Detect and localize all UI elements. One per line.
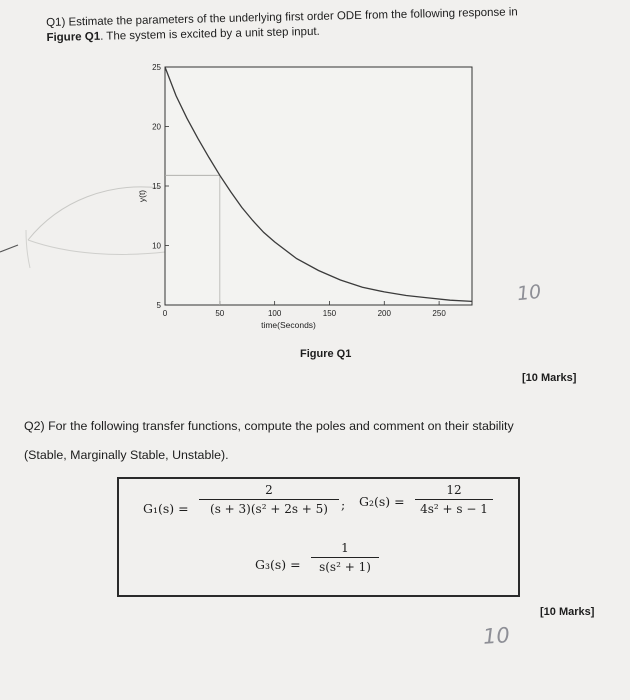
g2-numerator: 12 bbox=[446, 483, 462, 497]
y-tick-label: 20 bbox=[152, 122, 161, 132]
g3-numerator: 1 bbox=[341, 541, 349, 555]
x-tick-label: 0 bbox=[162, 309, 168, 318]
g1-fraction bbox=[199, 483, 339, 516]
x-tick-label: 200 bbox=[377, 309, 391, 318]
g1-numerator: 2 bbox=[265, 483, 273, 497]
y-tick-label: 10 bbox=[152, 241, 161, 251]
g1-label: G₁(s) = bbox=[143, 501, 189, 516]
g3-fraction bbox=[311, 541, 379, 574]
q1-figure-ref: Figure Q1 bbox=[46, 30, 101, 44]
x-tick-label: 250 bbox=[432, 309, 446, 318]
plot-area bbox=[165, 67, 472, 305]
x-tick-label: 100 bbox=[267, 309, 282, 318]
x-axis-label: time(Seconds) bbox=[261, 320, 316, 330]
step-response-chart bbox=[120, 55, 495, 345]
q2-line2: (Stable, Marginally Stable, Unstable). bbox=[24, 448, 229, 462]
y-axis-label: y(t) bbox=[137, 189, 147, 203]
x-tick-label: 150 bbox=[322, 309, 337, 318]
g1-denominator: (s + 3)(s² + 2s + 5) bbox=[210, 502, 328, 516]
x-tick-label: 50 bbox=[215, 309, 225, 318]
q2-marks: [10 Marks] bbox=[540, 606, 595, 618]
q2-line1: Q2) For the following transfer functions, compute the poles and comment on their stability bbox=[24, 419, 514, 433]
equation-separator: ; bbox=[341, 497, 346, 512]
y-tick-label: 15 bbox=[152, 182, 161, 191]
g3-label: G₃(s) = bbox=[255, 557, 301, 572]
handwritten-score-q2: 10 bbox=[482, 623, 511, 649]
q1-line1: Q1) Estimate the parameters of the underlying first order ODE from the following response in bbox=[46, 6, 518, 29]
g2-fraction bbox=[415, 483, 493, 516]
g3-denominator: s(s² + 1) bbox=[319, 560, 371, 574]
y-tick-label: 5 bbox=[156, 301, 161, 310]
q1-question bbox=[46, 4, 587, 46]
figure-caption: Figure Q1 bbox=[300, 348, 352, 360]
q1-line2-rest: . The system is excited by a unit step input. bbox=[100, 25, 320, 43]
q2-question bbox=[24, 412, 614, 470]
y-tick-label: 25 bbox=[152, 63, 161, 72]
g2-label: G₂(s) = bbox=[359, 494, 405, 509]
transfer-function-box bbox=[117, 477, 520, 597]
q1-marks: [10 Marks] bbox=[522, 372, 577, 384]
handwritten-score-q1: 10 bbox=[515, 280, 543, 306]
g2-denominator: 4s² + s − 1 bbox=[420, 502, 488, 516]
